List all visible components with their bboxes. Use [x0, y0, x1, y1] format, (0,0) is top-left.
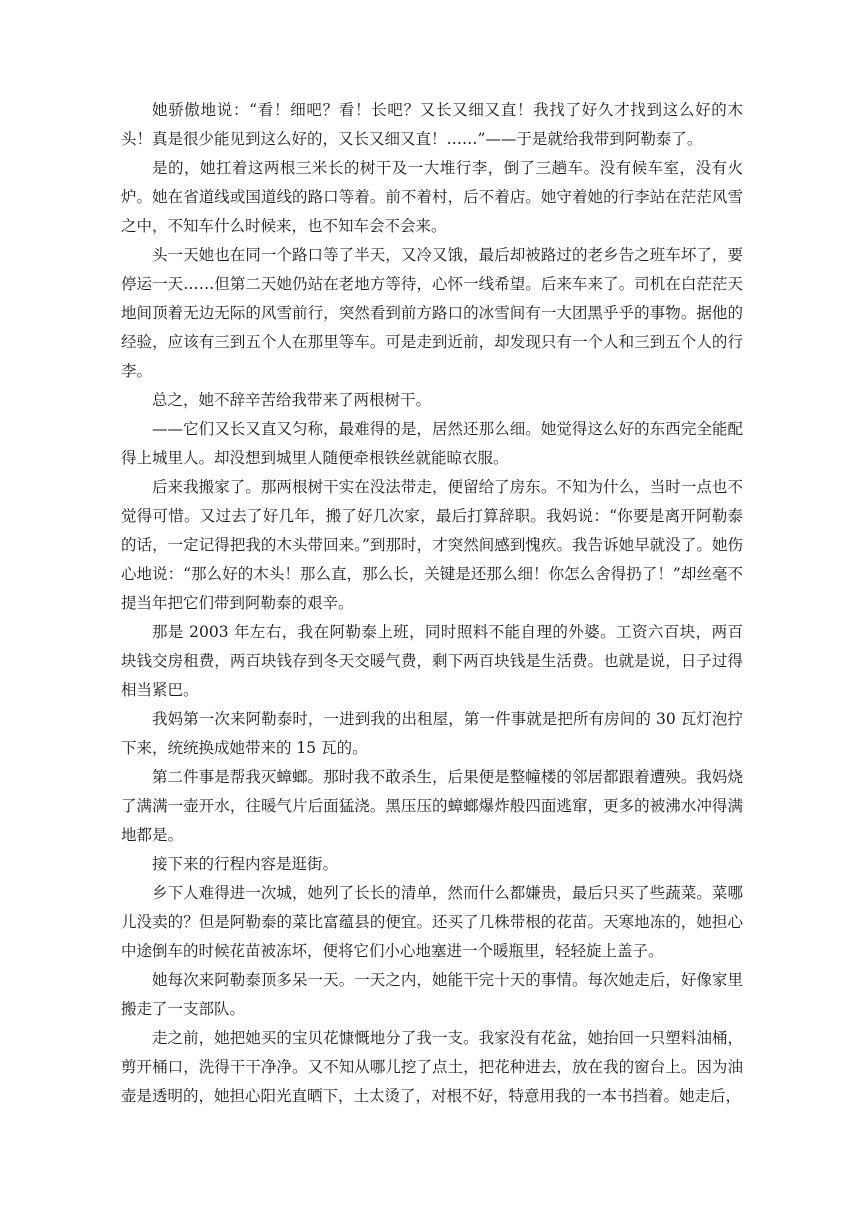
- paragraph: 第二件事是帮我灭蟑螂。那时我不敢杀生，后果便是整幢楼的邻居都跟着遭殃。我妈烧了满满一壶开水，往暖气片后面猛浇。黑压压的蟑螂爆炸般四面逃窜，更多的被沸水冲得满地都是。: [121, 768, 743, 844]
- paragraph: 接下来的行程内容是逛街。: [152, 855, 339, 873]
- paragraph: 是的，她扛着这两根三米长的树干及一大堆行李，倒了三趟车。没有候车室，没有火炉。她在省道线或国道线的路口等着。前不着村，后不着店。她守着她的行李站在茫茫风雪之中，不知车什么时候来，也不知车会不会来。: [121, 159, 743, 235]
- paragraph: 头一天她也在同一个路口等了半天，又冷又饿，最后却被路过的老乡告之班车坏了，要停运一天……但第二天她仍站在老地方等待，心怀一线希望。后来车来了。司机在白茫茫天地间顶着无边无际的风雪前行，突然看到前方路口的冰雪间有一大团黑乎乎的事物。据他的经验，应该有三到五个人在那里等车。可是走到近前，却发现只有一个人和三到五个人的行李。: [121, 246, 743, 380]
- paragraph: 走之前，她把她买的宝贝花慷慨地分了我一支。我家没有花盆，她抬回一只塑料油桶，剪开桶口，洗得干干净净。又不知从哪儿挖了点土，把花种进去，放在我的窗台上。因为油壶是透明的，她担心阳光直晒下，土太烫了，对根不好，特意用我的一本书挡着。她走后，: [121, 1029, 743, 1105]
- paragraph: ——它们又长又直又匀称，最难得的是，居然还那么细。她觉得这么好的东西完全能配得上城里人。却没想到城里人随便牵根铁丝就能晾衣服。: [121, 420, 743, 467]
- paragraph: 那是 2003 年左右，我在阿勒泰上班，同时照料不能自理的外婆。工资六百块，两百块钱交房租费，两百块钱存到冬天交暖气费，剩下两百块钱是生活费。也就是说，日子过得相当紧巴。: [121, 623, 743, 699]
- paragraph: 总之，她不辞辛苦给我带来了两根树干。: [152, 391, 432, 409]
- paragraph: 她每次来阿勒泰顶多呆一天。一天之内，她能干完十天的事情。每次她走后，好像家里搬走了一支部队。: [121, 971, 743, 1018]
- paragraph: 乡下人难得进一次城，她列了长长的清单，然而什么都嫌贵，最后只买了些蔬菜。菜哪儿没卖的？但是阿勒泰的菜比富蕴县的便宜。还买了几株带根的花苗。天寒地冻的，她担心中途倒车的时候花苗被冻坏，便将它们小心地塞进一个暖瓶里，轻轻旋上盖子。: [121, 884, 743, 960]
- paragraph: 我妈第一次来阿勒泰时，一进到我的出租屋，第一件事就是把所有房间的 30 瓦灯泡拧下来，统统换成她带来的 15 瓦的。: [121, 710, 743, 757]
- paragraph: 她骄傲地说：“看！细吧？看！长吧？又长又细又直！我找了好久才找到这么好的木头！真是很少能见到这么好的，又长又细又直！……”——于是就给我带到阿勒泰了。: [121, 101, 743, 148]
- paragraph: 后来我搬家了。那两根树干实在没法带走，便留给了房东。不知为什么，当时一点也不觉得可惜。又过去了好几年，搬了好几次家，最后打算辞职。我妈说：“你要是离开阿勒泰的话，一定记得把我的木头带回来。”到那时，才突然间感到愧疚。我告诉她早就没了。她伤心地说：“那么好的木头！那么直，那么长，关键是还那么细！你怎么舍得扔了！”却丝毫不提当年把它们带到阿勒泰的艰辛。: [121, 478, 743, 612]
- document-body: [121, 96, 743, 1111]
